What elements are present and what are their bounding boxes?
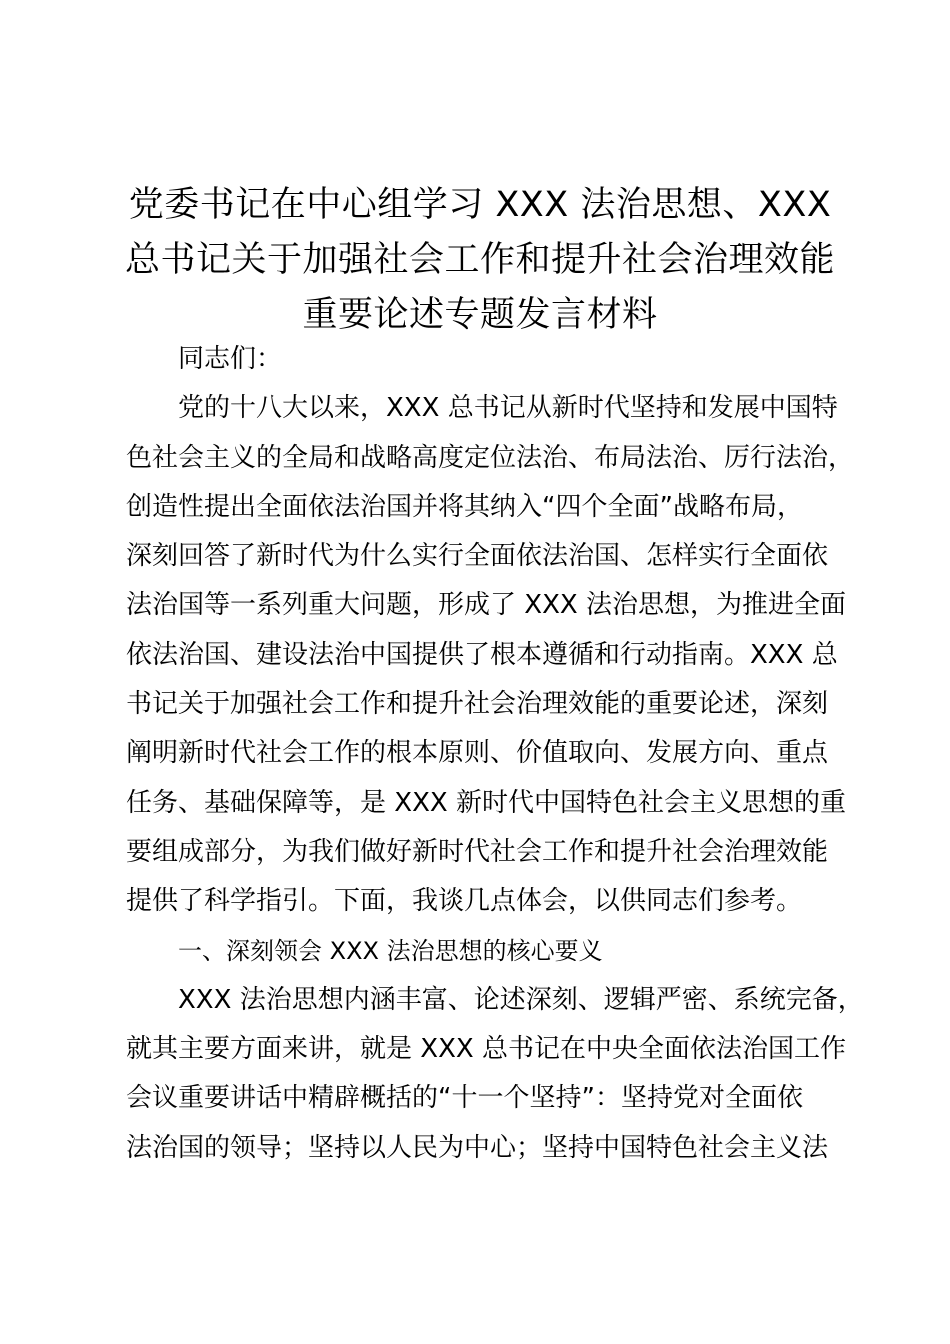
- salutation: 同志们：: [178, 344, 283, 374]
- paragraph-line: 书记关于加强社会工作和提升社会治理效能的重要论述，深刻: [126, 689, 829, 720]
- document-body: [126, 335, 864, 1173]
- paragraph-line: 创造性提出全面依法治国并将其纳入“四个全面”战略布局，: [126, 491, 803, 522]
- paragraph-core: [126, 976, 864, 1173]
- paragraph-line: 提供了科学指引。下面，我谈几点体会，以供同志们参考。: [126, 886, 803, 917]
- paragraph-intro: [126, 384, 856, 926]
- paragraph-line: 依法治国、建设法治中国提供了根本遵循和行动指南。XXX 总: [126, 639, 838, 670]
- paragraph-line: 法治国的领导；坚持以人民为中心；坚持中国特色社会主义法: [126, 1132, 829, 1163]
- title-line: 重要论述专题发言材料: [302, 295, 658, 335]
- paragraph-line: 党的十八大以来，XXX 总书记从新时代坚持和发展中国特: [178, 393, 838, 424]
- paragraph-line: 要组成部分，为我们做好新时代社会工作和提升社会治理效能: [126, 836, 829, 867]
- paragraph-line: 阐明新时代社会工作的根本原则、价值取向、发展方向、重点: [126, 738, 829, 769]
- paragraph-line: 深刻回答了新时代为什么实行全面依法治国、怎样实行全面依: [126, 541, 829, 572]
- section-heading: 一、深刻领会 XXX 法治思想的核心要义: [178, 936, 603, 965]
- paragraph-line: 色社会主义的全局和战略高度定位法治、布局法治、厉行法治，: [126, 442, 855, 473]
- title-line: 党委书记在中心组学习 XXX 法治思想、XXX: [128, 185, 832, 225]
- paragraph-line: 任务、基础保障等，是 XXX 新时代中国特色社会主义思想的重: [126, 787, 846, 818]
- paragraph-line: 法治国等一系列重大问题，形成了 XXX 法治思想，为推进全面: [126, 590, 846, 621]
- paragraph-line: 会议重要讲话中精辟概括的“十一个坚持”：坚持党对全面依: [126, 1083, 803, 1114]
- document-title: [120, 178, 840, 343]
- title-line: 总书记关于加强社会工作和提升社会治理效能: [124, 240, 835, 280]
- paragraph-line: 就其主要方面来讲，就是 XXX 总书记在中央全面依法治国工作: [126, 1034, 846, 1065]
- paragraph-line: XXX 法治思想内涵丰富、论述深刻、逻辑严密、系统完备，: [178, 984, 864, 1015]
